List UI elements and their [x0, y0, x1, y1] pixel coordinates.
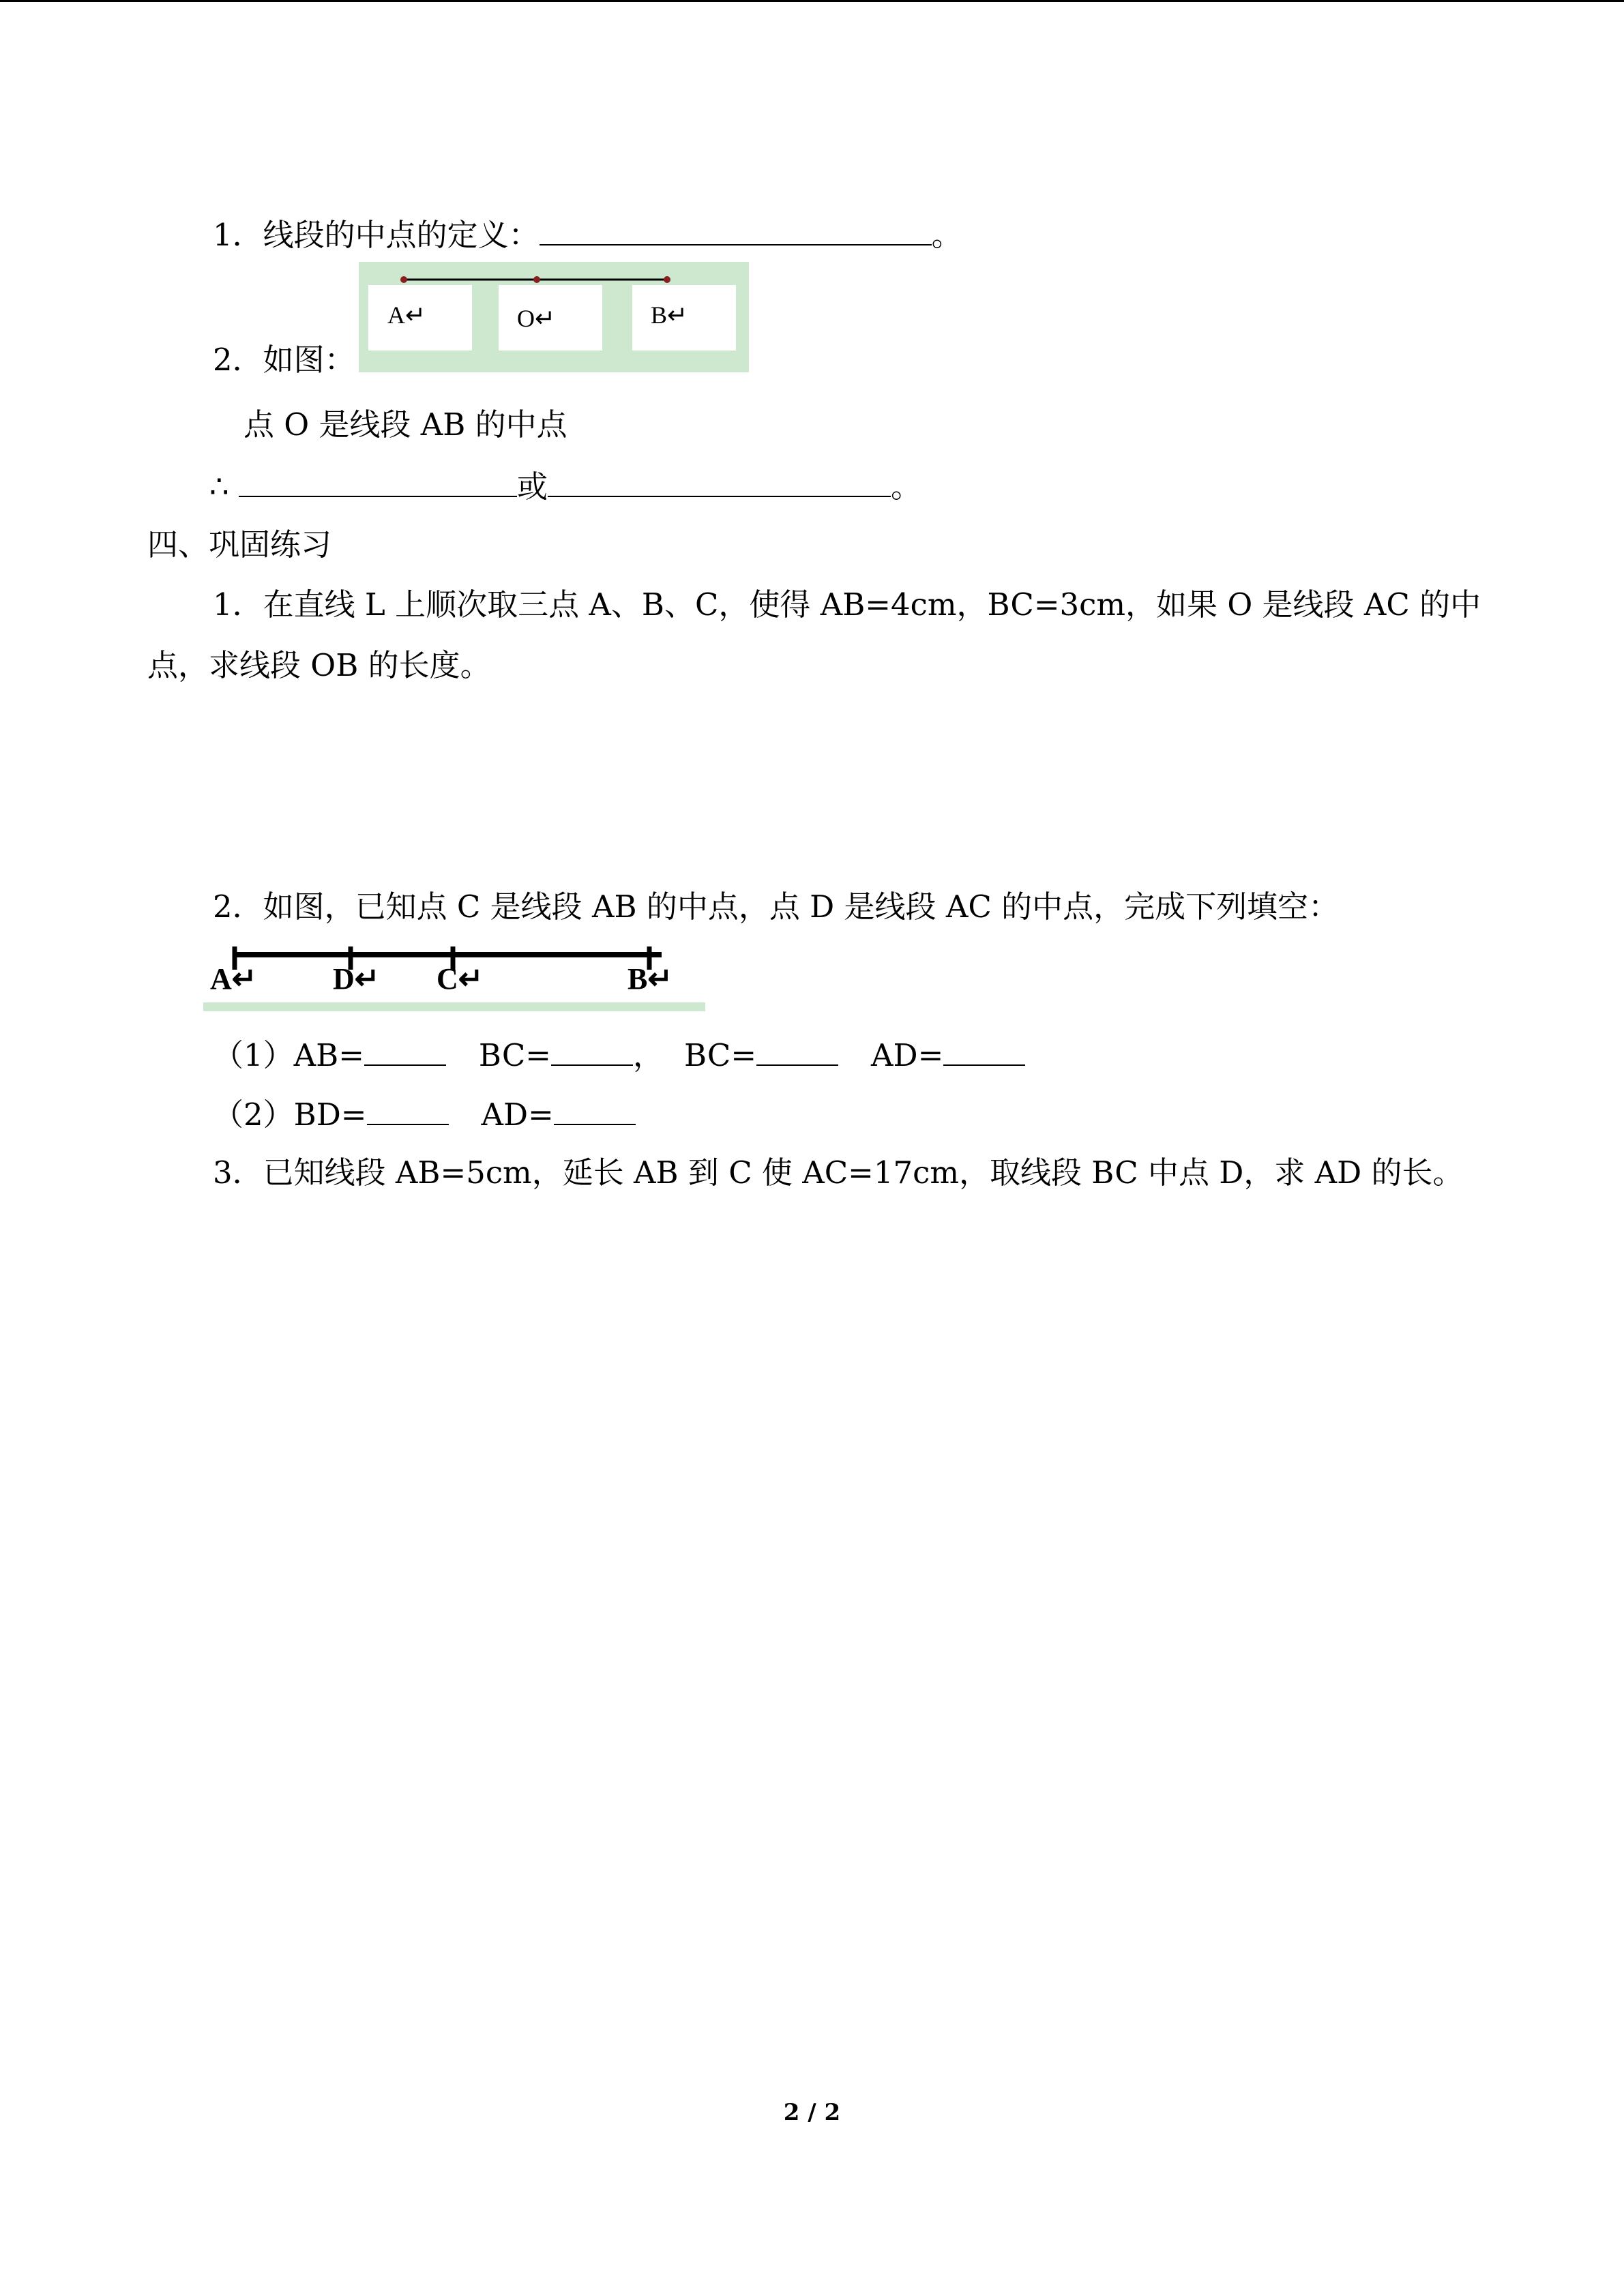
definition-question — [213, 214, 962, 256]
figure2-label-c: C↵ — [437, 962, 484, 996]
figure-segment-adcb — [203, 941, 705, 1013]
therefore-symbol: ∴ — [209, 468, 239, 505]
sub1-ab-blank[interactable] — [364, 1034, 446, 1066]
figure1-label-b: B↵ — [651, 301, 688, 329]
figure2-label-b: B↵ — [628, 962, 673, 996]
sub2-bd-blank[interactable] — [367, 1094, 449, 1125]
sub1-bc1-label: BC= — [478, 1037, 551, 1073]
sub1-ad-label: AD= — [871, 1037, 944, 1073]
therefore-or: 或 — [516, 468, 548, 505]
sub1-bc2-label: BC= — [683, 1037, 757, 1073]
sub2-ad-label: AD= — [481, 1097, 554, 1133]
sub2-prefix: （2） — [213, 1097, 294, 1133]
exercise1-line1: 1．在直线 L 上顺次取三点 A、B、C，使得 AB=4cm，BC=3cm，如果 O 是线段 AC 的中 — [213, 586, 1481, 623]
sub1-comma: ， — [632, 1037, 664, 1073]
figure-segment-aob — [359, 262, 749, 372]
exercise2-text: 2．如图，已知点 C 是线段 AB 的中点，点 D 是线段 AC 的中点，完成下列填空： — [213, 889, 1340, 925]
figure2-label-d: D↵ — [333, 962, 380, 996]
therefore-blank-1[interactable] — [239, 466, 517, 497]
exercise2-sub2 — [213, 1094, 636, 1135]
exercise3-text: 3．已知线段 AB=5cm，延长 AB 到 C 使 AC=17cm，取线段 BC 中点 D，求 AD 的长。 — [213, 1154, 1464, 1191]
figure-question — [213, 340, 355, 381]
definition-end: 。 — [931, 217, 962, 253]
therefore-end: 。 — [890, 468, 921, 505]
therefore-line — [209, 466, 921, 507]
definition-prompt: 1．线段的中点的定义： — [213, 217, 540, 253]
page-number: 2 / 2 — [783, 2099, 841, 2126]
midpoint-statement: 点 O 是线段 AB 的中点 — [243, 406, 567, 443]
figure2-label-a: A↵ — [210, 962, 257, 996]
sub2-ad-blank[interactable] — [554, 1094, 636, 1125]
sub1-bc2-blank[interactable] — [756, 1034, 838, 1066]
sub1-ab-label: AB= — [293, 1037, 364, 1073]
figure-question-prefix: 2．如图： — [213, 342, 355, 378]
figure1-label-a: A↵ — [387, 301, 426, 329]
definition-blank[interactable] — [540, 214, 932, 245]
exercise2-sub1 — [213, 1034, 1025, 1076]
page-top-border — [0, 0, 1624, 2]
section4-heading: 四、巩固练习 — [147, 526, 332, 563]
figure1-label-o: O↵ — [517, 305, 556, 332]
exercise1-line2: 点，求线段 OB 的长度。 — [147, 647, 491, 683]
sub1-prefix: （1） — [213, 1037, 294, 1073]
sub1-ad-blank[interactable] — [943, 1034, 1025, 1066]
therefore-blank-2[interactable] — [548, 466, 891, 497]
sub2-bd-label: BD= — [293, 1097, 367, 1133]
sub1-bc1-blank[interactable] — [551, 1034, 633, 1066]
